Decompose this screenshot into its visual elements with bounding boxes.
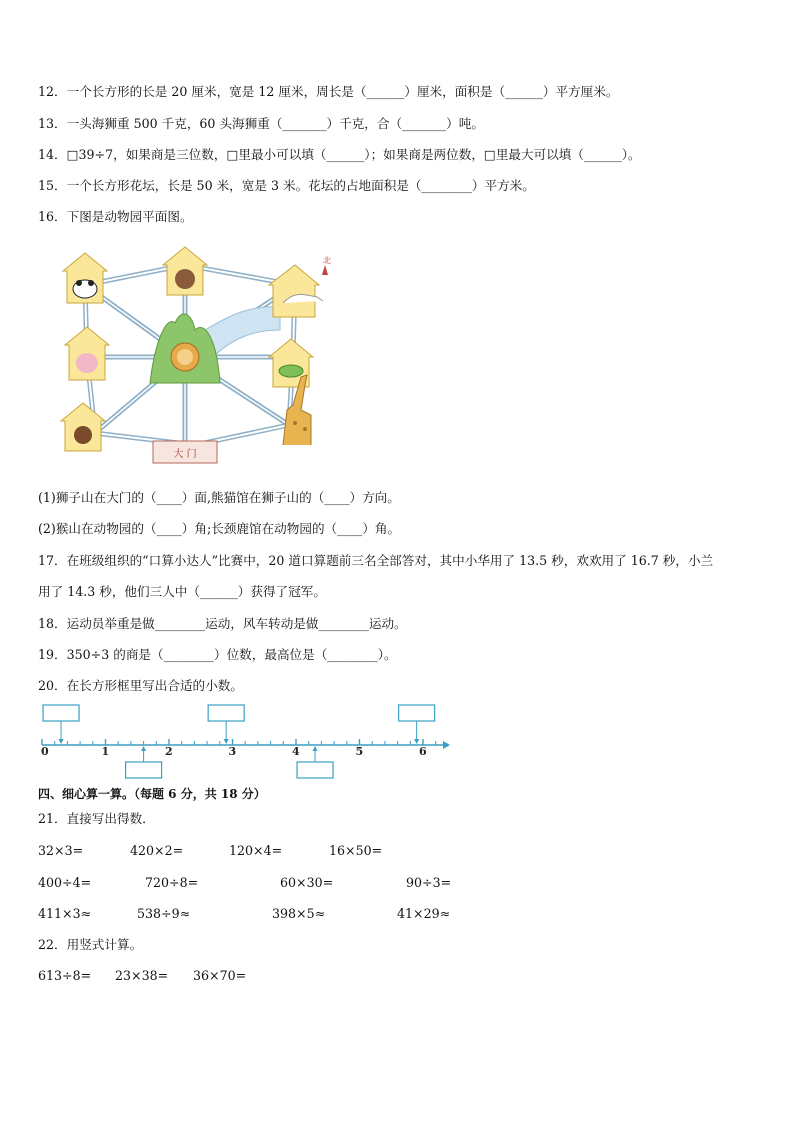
pointer-arrow-icon — [141, 746, 146, 751]
number-line-figure — [28, 700, 458, 782]
elephant-house-icon — [65, 327, 109, 380]
panda-house-icon — [63, 253, 107, 303]
question-12: 12．一个长方形的长是 20 厘米，宽是 12 厘米，周长是（______）厘米，面积是（______）平方厘米。 — [38, 84, 619, 99]
calc-item: 23×38= — [115, 968, 169, 983]
answer-box-below — [297, 762, 333, 778]
question-22: 22．用竖式计算。 — [38, 937, 143, 952]
section-4-heading: 四、细心算一算。（每题 6 分，共 18 分） — [38, 787, 266, 801]
calc-item: 32×3= — [38, 843, 84, 858]
tick-label: 4 — [292, 745, 300, 758]
calc-item: 36×70= — [193, 968, 247, 983]
answer-box-above — [43, 705, 79, 721]
tick-label: 1 — [101, 745, 110, 758]
pointer-arrow-icon — [313, 746, 318, 751]
answer-box-below — [126, 762, 162, 778]
north-arrow-icon — [322, 265, 328, 275]
question-16-part2: (2)猴山在动物园的（____）角;长颈鹿馆在动物园的（____）角。 — [38, 521, 401, 536]
question-16: 16．下图是动物园平面图。 — [38, 209, 193, 224]
gate-label: 大 门 — [173, 449, 197, 460]
river-icon — [205, 307, 280, 355]
question-19: 19．350÷3 的商是（________）位数，最高位是（________）。 — [38, 647, 397, 662]
calc-item: 398×5≈ — [272, 906, 326, 921]
calc-item: 400÷4= — [38, 875, 92, 890]
tick-label: 3 — [228, 745, 237, 758]
number-line-arrow-icon — [443, 741, 450, 749]
question-16-part1: (1)狮子山在大门的（____）面,熊猫馆在狮子山的（____）方向。 — [38, 490, 400, 505]
pointer-arrow-icon — [59, 739, 64, 744]
calc-item: 420×2= — [130, 843, 184, 858]
calc-item: 720÷8= — [145, 875, 199, 890]
question-17-line2: 用了 14.3 秒，他们三人中（______）获得了冠军。 — [38, 584, 326, 599]
question-18: 18．运动员举重是做________运动，风车转动是做________运动。 — [38, 616, 407, 631]
calc-item: 411×3≈ — [38, 906, 92, 921]
monkey-house-icon — [61, 403, 105, 451]
calc-item: 90÷3= — [406, 875, 452, 890]
question-13: 13．一头海狮重 500 千克，60 头海狮重（_______）千克，合（_______）吨。 — [38, 116, 484, 131]
tick-label: 5 — [355, 745, 364, 758]
question-14: 14．□39÷7，如果商是三位数，□里最小可以填（______）；如果商是两位数，□里最大可以填（______）。 — [38, 147, 641, 162]
calc-item: 41×29≈ — [397, 906, 451, 921]
calc-item: 120×4= — [229, 843, 283, 858]
calc-item: 16×50= — [329, 843, 383, 858]
tick-label: 2 — [165, 745, 173, 758]
tick-label: 0 — [41, 745, 49, 758]
zoo-map-figure — [55, 245, 345, 473]
calc-item: 538÷9≈ — [137, 906, 191, 921]
pointer-arrow-icon — [414, 739, 419, 744]
tick-label: 6 — [419, 745, 427, 758]
monkey-hill-house-icon — [163, 247, 207, 295]
question-20: 20．在长方形框里写出合适的小数。 — [38, 678, 243, 693]
question-21: 21．直接写出得数． — [38, 811, 155, 826]
question-15: 15．一个长方形花坛，长是 50 米，宽是 3 米。花坛的占地面积是（________）平方米。 — [38, 178, 535, 193]
answer-box-above — [208, 705, 244, 721]
crane-house-icon — [269, 265, 323, 317]
question-17-line1: 17．在班级组织的“口算小达人”比赛中，20 道口算题前三名全部答对，其中小华用了 13.5 秒，欢欢用了 16.7 秒，小兰 — [38, 553, 714, 568]
calc-item: 60×30= — [280, 875, 334, 890]
answer-box-above — [399, 705, 435, 721]
north-label: 北 — [323, 256, 331, 265]
calc-item: 613÷8= — [38, 968, 92, 983]
pointer-arrow-icon — [224, 739, 229, 744]
